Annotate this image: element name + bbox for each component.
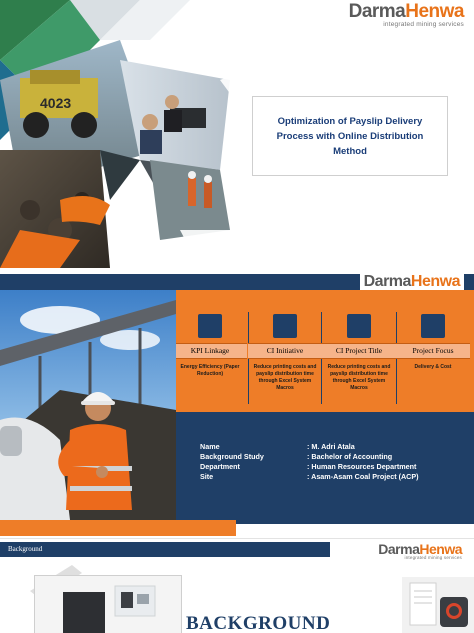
mining-photo-collage: [0, 0, 272, 268]
office-photo: [34, 575, 182, 633]
info-label: Site: [200, 472, 214, 481]
info-row-site: [200, 472, 470, 482]
logo-tagline: integrated mining services: [404, 555, 462, 560]
kpi-heading: Project Focus: [396, 343, 470, 359]
darmahenwa-logo: [349, 2, 464, 28]
info-label: Department: [200, 462, 240, 471]
kpi-column-ci-project-title: [322, 314, 396, 392]
logo-tagline: integrated mining services: [383, 21, 464, 28]
title-box: [252, 96, 448, 176]
printer-photo: [402, 577, 474, 633]
info-label: Background Study: [200, 452, 264, 461]
logo-henwa-text: Henwa: [410, 274, 460, 290]
footer-bar: [0, 520, 236, 536]
darmahenwa-logo: [360, 274, 464, 290]
kpi-square-icon: [198, 314, 222, 338]
kpi-column-kpi-linkage: [173, 314, 247, 378]
logo-darma-text: Darma: [363, 274, 411, 290]
kpi-description: Reduce printing costs and payslip distribution time through Excel System Macros: [253, 364, 317, 391]
kpi-square-icon: [347, 314, 371, 338]
kpi-description: Delivery & Cost: [414, 364, 452, 370]
slide-title-text: Optimization of Payslip Delivery Process with Online Distribution Method: [276, 115, 424, 157]
info-label: Name: [200, 442, 220, 451]
employee-photo: [0, 290, 176, 520]
logo-darma-text: Darma: [378, 541, 420, 557]
truck-number: 4023: [40, 95, 72, 111]
kpi-square-icon: [421, 314, 445, 338]
section-bar-label: Background: [8, 545, 43, 553]
section-heading: BACKGROUND: [186, 613, 331, 633]
kpi-panel: [170, 290, 474, 412]
info-row-background-study: [200, 452, 470, 462]
info-value: : Asam-Asam Coal Project (ACP): [307, 472, 419, 481]
logo-darma-text: Darma: [348, 1, 406, 22]
kpi-square-icon: [273, 314, 297, 338]
employee-info: [200, 442, 470, 482]
kpi-column-ci-initiative: [248, 314, 322, 392]
kpi-heading: CI Initiative: [248, 343, 322, 359]
info-value: : M. Adri Atala: [307, 442, 355, 451]
kpi-heading: KPI Linkage: [173, 343, 247, 359]
kpi-heading: CI Project Title: [322, 343, 396, 359]
logo-henwa-text: Henwa: [405, 1, 464, 22]
slide-background: [0, 538, 474, 633]
section-bar: [0, 542, 330, 557]
kpi-description: Energy Efficiency (Paper Reduction): [180, 364, 240, 377]
slide-title: [0, 0, 474, 268]
info-value: : Human Resources Department: [307, 462, 417, 471]
kpi-description: Reduce printing costs and payslip distribution time through Excel System Macros: [327, 364, 391, 391]
info-row-name: [200, 442, 470, 452]
kpi-column-project-focus: [396, 314, 470, 371]
logo-henwa-text: Henwa: [419, 541, 462, 557]
darmahenwa-logo: [378, 542, 462, 560]
slide-profile: [0, 274, 474, 536]
info-value: : Bachelor of Accounting: [307, 452, 393, 461]
info-row-department: [200, 462, 470, 472]
